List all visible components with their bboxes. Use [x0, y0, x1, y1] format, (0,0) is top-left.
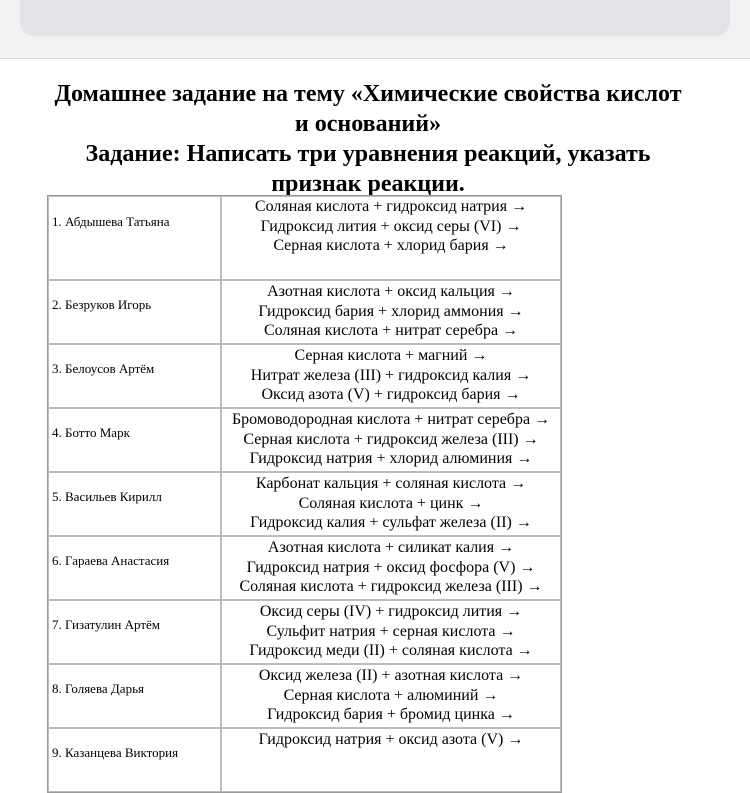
student-name: 7. Гизатулин Артём: [52, 617, 161, 632]
table-row: [48, 728, 561, 792]
reactions-cell: [221, 408, 561, 472]
reaction-equation: Серная кислота + гидроксид железа (III) →: [243, 430, 539, 448]
reaction-equation: Гидроксид натрия + оксид фосфора (V) →: [246, 558, 536, 576]
table-row: [48, 344, 561, 408]
reactions-cell: [221, 728, 561, 792]
title-line: Домашнее задание на тему «Химические свойства кислот: [54, 81, 682, 107]
table-row: [48, 536, 561, 600]
reload-icon[interactable]: [696, 0, 732, 2]
reactions-cell: [221, 664, 561, 728]
reaction-equation: Серная кислота + магний →: [294, 347, 488, 364]
student-name: 8. Голяева Дарья: [52, 681, 144, 696]
reaction-equation: Сульфит натрия + серная кислота →: [266, 622, 516, 640]
reaction-equation: Соляная кислота + нитрат серебра →: [263, 322, 519, 339]
reaction-equation: Азотная кислота + силикат калия →: [267, 539, 515, 556]
reactions-cell: [221, 280, 561, 344]
table-row: [48, 408, 561, 472]
reaction-equation: Оксид железа (II) + азотная кислота →: [258, 667, 524, 684]
address-bar[interactable]: [20, 0, 730, 36]
student-name-cell: [48, 664, 221, 728]
student-name-cell: [48, 600, 221, 664]
reaction-equation: Гидроксид натрия + хлорид алюминия →: [249, 450, 533, 467]
student-name-cell: [48, 196, 221, 280]
reaction-equation: Оксид серы (IV) + гидроксид лития →: [259, 603, 523, 620]
reaction-equation: Гидроксид бария + бромид цинка →: [267, 706, 515, 723]
document-page: [0, 59, 750, 760]
reaction-equation: Серная кислота + алюминий →: [283, 686, 499, 704]
student-name-cell: [48, 408, 221, 472]
reactions-cell: [221, 472, 561, 536]
reaction-equation: Соляная кислота + цинк →: [298, 494, 484, 512]
table-row: [48, 196, 561, 280]
student-name: 1. Абдышева Татьяна: [52, 214, 170, 229]
student-name: 4. Ботто Марк: [52, 425, 130, 440]
title-line: и оснований»: [294, 111, 442, 137]
table-row: [48, 664, 561, 728]
reaction-equation: Гидроксид меди (II) + соляная кислота →: [249, 642, 533, 659]
reactions-cell: [221, 196, 561, 280]
table-row: [48, 472, 561, 536]
student-name: 9. Казанцева Виктория: [52, 745, 179, 760]
student-name: 2. Безруков Игорь: [52, 297, 152, 312]
assignment-table: [47, 195, 562, 793]
browser-top-bar: [0, 0, 750, 59]
address-text[interactable]: [20, 0, 730, 6]
reaction-equation: Оксид азота (V) + гидроксид бария →: [261, 386, 521, 403]
reactions-cell: [221, 600, 561, 664]
reaction-equation: Гидроксид бария + хлорид аммония →: [258, 302, 524, 320]
reaction-equation: Серная кислота + хлорид бария →: [273, 237, 509, 254]
homework-title: [30, 79, 706, 139]
student-name: 3. Белоусов Артём: [52, 361, 155, 376]
student-name-cell: [48, 472, 221, 536]
reaction-equation: Гидроксид калия + сульфат железа (II) →: [250, 514, 532, 531]
task-line: Задание: Написать три уравнения реакций, указать: [85, 141, 651, 167]
table-row: [48, 280, 561, 344]
student-name-cell: [48, 728, 221, 792]
table-row: [48, 600, 561, 664]
student-name-cell: [48, 344, 221, 408]
reaction-equation: Гидроксид лития + оксид серы (VI) →: [260, 217, 522, 235]
student-name-cell: [48, 536, 221, 600]
reaction-equation: Бромоводородная кислота + нитрат серебра →: [231, 411, 551, 428]
reaction-equation: Карбонат кальция + соляная кислота →: [255, 475, 527, 492]
student-name: 6. Гараева Анастасия: [52, 553, 170, 568]
student-name: 5. Васильев Кирилл: [52, 489, 162, 504]
reaction-equation: Азотная кислота + оксид кальция →: [267, 283, 515, 300]
reactions-cell: [221, 344, 561, 408]
reaction-equation: Нитрат железа (III) + гидроксид калия →: [250, 366, 532, 384]
reactions-cell: [221, 536, 561, 600]
task-statement: [30, 139, 706, 199]
reaction-equation: Соляная кислота + гидроксид натрия →: [254, 198, 528, 215]
reaction-equation: Соляная кислота + гидроксид железа (III) →: [239, 578, 543, 595]
task-line: признак реакции.: [271, 171, 465, 197]
student-name-cell: [48, 280, 221, 344]
reaction-equation: Гидроксид натрия + оксид азота (V) →: [258, 731, 524, 748]
